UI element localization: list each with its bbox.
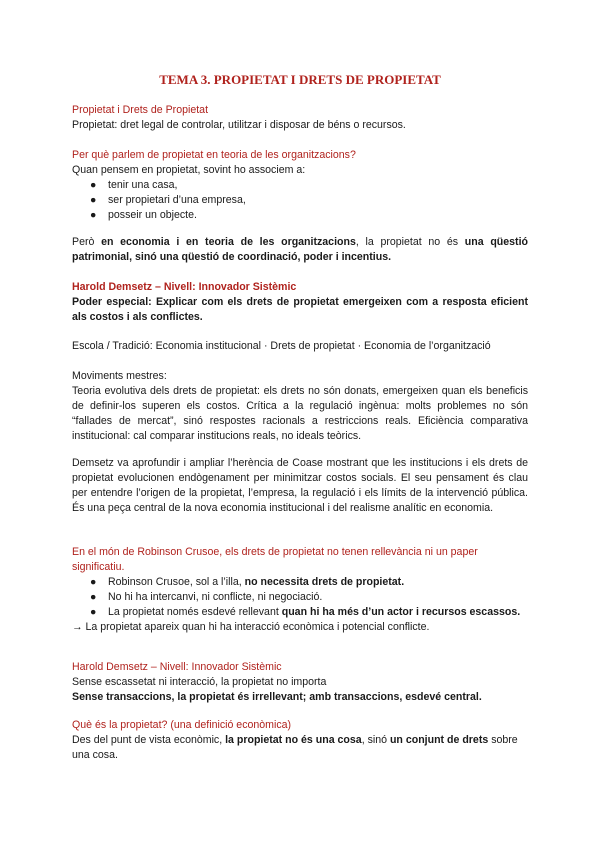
- definition-paragraph: Des del punt de vista econòmic, la propietat no és una cosa, sinó un conjunt de drets sobre una cosa.: [72, 734, 518, 761]
- page-title: TEMA 3. PROPIETAT I DRETS DE PROPIETAT: [159, 72, 441, 87]
- section-property-definition: [72, 103, 528, 133]
- section-heading: Harold Demsetz – Nivell: Innovador Sistèmic: [72, 281, 297, 293]
- list-item: ● tenir una casa,: [90, 179, 178, 191]
- association-list: [72, 178, 528, 223]
- intro-text: Quan pensem en propietat, sovint ho associem a:: [72, 164, 306, 176]
- section-heading: Propietat i Drets de Propietat: [72, 104, 209, 116]
- section-robinson: [72, 545, 528, 635]
- legacy-paragraph: Demsetz va aprofundir i ampliar l’herència de Coase mostrant que les institucions i els drets de propietat evolucionen endògenament per minimitzar costos socials. El seu pensament és clau per entendre l’origen de la propietat, l’empresa, la regulació i els límits de la intervenció pública. És una peça central de la nova economia institucional i del realisme analític en economia.: [72, 457, 528, 514]
- conclusion-arrow-text: → La propietat apareix quan hi ha interacció econòmica i potencial conflicte.: [72, 621, 430, 633]
- list-item: ● No hi ha intercanvi, ni conflicte, ni negociació.: [90, 591, 323, 603]
- summary-line: Sense escassetat ni interacció, la propietat no importa: [72, 676, 327, 688]
- section-heading: Què és la propietat? (una definició econòmica): [72, 719, 292, 731]
- list-item: ● posseir un objecte.: [90, 209, 197, 221]
- paragraph-economics: Però en economia i en teoria de les organitzacions, la propietat no és una qüestió patrimonial, sinó una qüestió de coordinació, poder i incentius.: [72, 236, 528, 263]
- summary-line-bold: Sense transaccions, la propietat és irrellevant; amb transaccions, esdevé central.: [72, 691, 482, 703]
- section-definition: [72, 718, 528, 763]
- section-why-property: [72, 148, 528, 223]
- section-demsetz: [72, 280, 528, 325]
- list-item: ● ser propietari d’una empresa,: [90, 194, 246, 206]
- section-heading: Per què parlem de propietat en teoria de les organitzacions?: [72, 149, 356, 161]
- master-moves: [72, 369, 528, 444]
- bullet-icon: ●: [90, 606, 97, 618]
- bullet-icon: ●: [90, 576, 97, 588]
- bullet-icon: ●: [90, 591, 97, 603]
- special-power-text: Poder especial: Explicar com els drets de propietat emergeixen com a resposta eficient als costos i als conflictes.: [72, 296, 528, 323]
- bullet-icon: ●: [90, 194, 97, 206]
- bullet-icon: ●: [90, 209, 97, 221]
- school-text: Escola / Tradició: Economia institucional · Drets de propietat · Economia de l’organització: [72, 340, 491, 352]
- list-item: ● La propietat només esdevé rellevant quan hi ha més d’un actor i recursos escassos.: [90, 606, 521, 618]
- moves-label: Moviments mestres:: [72, 370, 167, 382]
- definition-text: Propietat: dret legal de controlar, utilitzar i disposar de béns o recursos.: [72, 119, 406, 131]
- section-demsetz-2: [72, 660, 528, 705]
- robinson-list: [72, 575, 528, 620]
- bullet-icon: ●: [90, 179, 97, 191]
- moves-text: Teoria evolutiva dels drets de propietat: els drets no són donats, emergeixen quan els beneficis de definir-los superen els costos. Crítica a la regulació ingènua: molts problemes no són “fallades de mercat”, sinó respostes racionals a restriccions reals. Eficiència comparativa institucional: cal comparar institucions reals, no ideals teòrics.: [72, 385, 528, 442]
- section-heading: Harold Demsetz – Nivell: Innovador Sistèmic: [72, 661, 282, 673]
- list-item: ● Robinson Crusoe, sol a l’illa, no necessita drets de propietat.: [90, 576, 405, 588]
- section-heading: En el món de Robinson Crusoe, els drets de propietat no tenen rellevància ni un paper significatiu.: [72, 546, 478, 573]
